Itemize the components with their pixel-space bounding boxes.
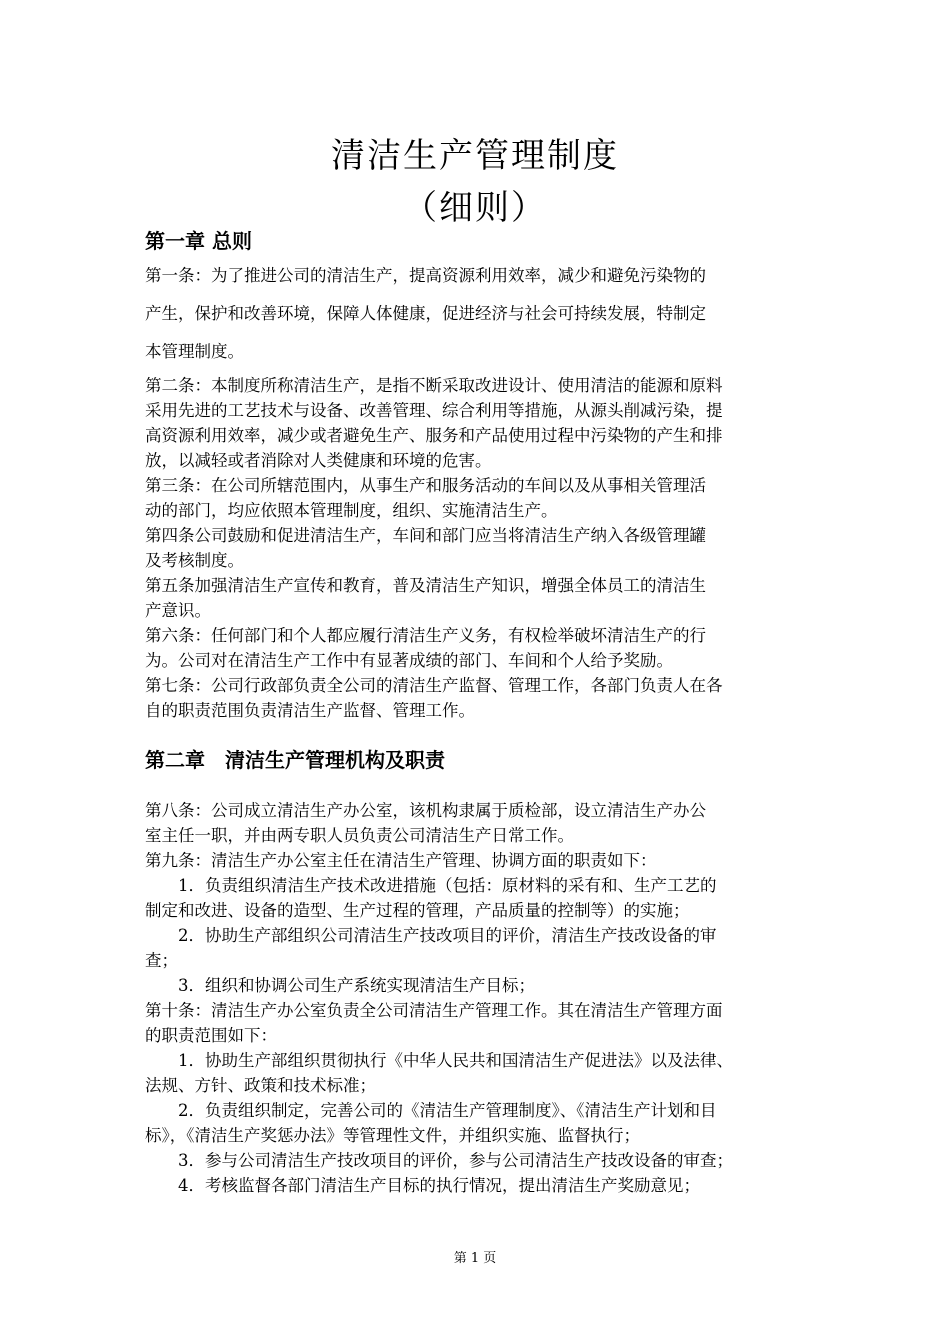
paragraph-line: 放，以减轻或者消除对人类健康和环境的危害。 (145, 451, 492, 470)
paragraph-line: 第二条：本制度所称清洁生产，是指不断采取改进设计、使用清洁的能源和原料 (145, 376, 723, 395)
paragraph-line: 查； (145, 951, 178, 970)
list-item: 4．考核监督各部门清洁生产目标的执行情况，提出清洁生产奖励意见； (178, 1176, 700, 1195)
paragraph-line: 为。公司对在清洁生产工作中有显著成绩的部门、车间和个人给予奖励。 (145, 651, 673, 670)
paragraph-line: 第一条：为了推进公司的清洁生产，提高资源利用效率，减少和避免污染物的 (145, 266, 706, 285)
paragraph-line: 动的部门，均应依照本管理制度，组织、实施清洁生产。 (145, 501, 558, 520)
paragraph-line: 及考核制度。 (145, 551, 244, 570)
paragraph-line: 第三条：在公司所辖范围内，从事生产和服务活动的车间以及从事相关管理活 (145, 476, 706, 495)
list-item: 1．负责组织清洁生产技术改进措施（包括：原材料的采有和、生产工艺的 (178, 876, 717, 895)
paragraph-line: 产生，保护和改善环境，保障人体健康，促进经济与社会可持续发展，特制定 (145, 304, 706, 323)
paragraph-line: 的职责范围如下： (145, 1026, 277, 1045)
paragraph-line: 第七条：公司行政部负责全公司的清洁生产监督、管理工作，各部门负责人在各 (145, 676, 723, 695)
paragraph-line: 第六条：任何部门和个人都应履行清洁生产义务，有权检举破坏清洁生产的行 (145, 626, 706, 645)
document-title: 清洁生产管理制度 (331, 136, 619, 176)
paragraph-line: 第四条公司鼓励和促进清洁生产，车间和部门应当将清洁生产纳入各级管理罐 (145, 526, 706, 545)
paragraph-line: 第五条加强清洁生产宣传和教育，普及清洁生产知识，增强全体员工的清洁生 (145, 576, 706, 595)
paragraph-line: 第八条：公司成立清洁生产办公室，该机构隶属于质检部，设立清洁生产办公 (145, 801, 706, 820)
paragraph-line: 高资源利用效率，减少或者避免生产、服务和产品使用过程中污染物的产生和排 (145, 426, 723, 445)
chapter-1-heading: 第一章 总则 (145, 229, 252, 253)
paragraph-line: 室主任一职，并由两专职人员负责公司清洁生产日常工作。 (145, 826, 574, 845)
list-item: 2．负责组织制定，完善公司的《清洁生产管理制度》、《清洁生产计划和目 (178, 1101, 717, 1120)
list-item: 3．参与公司清洁生产技改项目的评价，参与公司清洁生产技改设备的审查； (178, 1151, 733, 1170)
paragraph-line: 标》，《清洁生产奖惩办法》等管理性文件，并组织实施、监督执行； (145, 1126, 640, 1145)
list-item: 2．协助生产部组织公司清洁生产技改项目的评价，清洁生产技改设备的审 (178, 926, 717, 945)
list-item: 3．组织和协调公司生产系统实现清洁生产目标； (178, 976, 535, 995)
paragraph-line: 制定和改进、设备的造型、生产过程的管理，产品质量的控制等）的实施； (145, 901, 690, 920)
paragraph-line: 自的职责范围负责清洁生产监督、管理工作。 (145, 701, 475, 720)
chapter-2-heading: 第二章 清洁生产管理机构及职责 (145, 748, 445, 772)
paragraph-line: 第九条：清洁生产办公室主任在清洁生产管理、协调方面的职责如下： (145, 851, 657, 870)
list-item: 1．协助生产部组织贯彻执行《中华人民共和国清洁生产促进法》以及法律、 (178, 1051, 733, 1070)
paragraph-line: 产意识。 (145, 601, 211, 620)
paragraph-line: 本管理制度。 (145, 342, 244, 361)
paragraph-line: 采用先进的工艺技术与设备、改善管理、综合利用等措施，从源头削减污染，提 (145, 401, 723, 420)
paragraph-line: 第十条：清洁生产办公室负责全公司清洁生产管理工作。其在清洁生产管理方面 (145, 1001, 723, 1020)
document-subtitle: （细则） (403, 188, 547, 228)
page-number: 第 1 页 (453, 1251, 497, 1266)
paragraph-line: 法规、方针、政策和技术标准； (145, 1076, 376, 1095)
